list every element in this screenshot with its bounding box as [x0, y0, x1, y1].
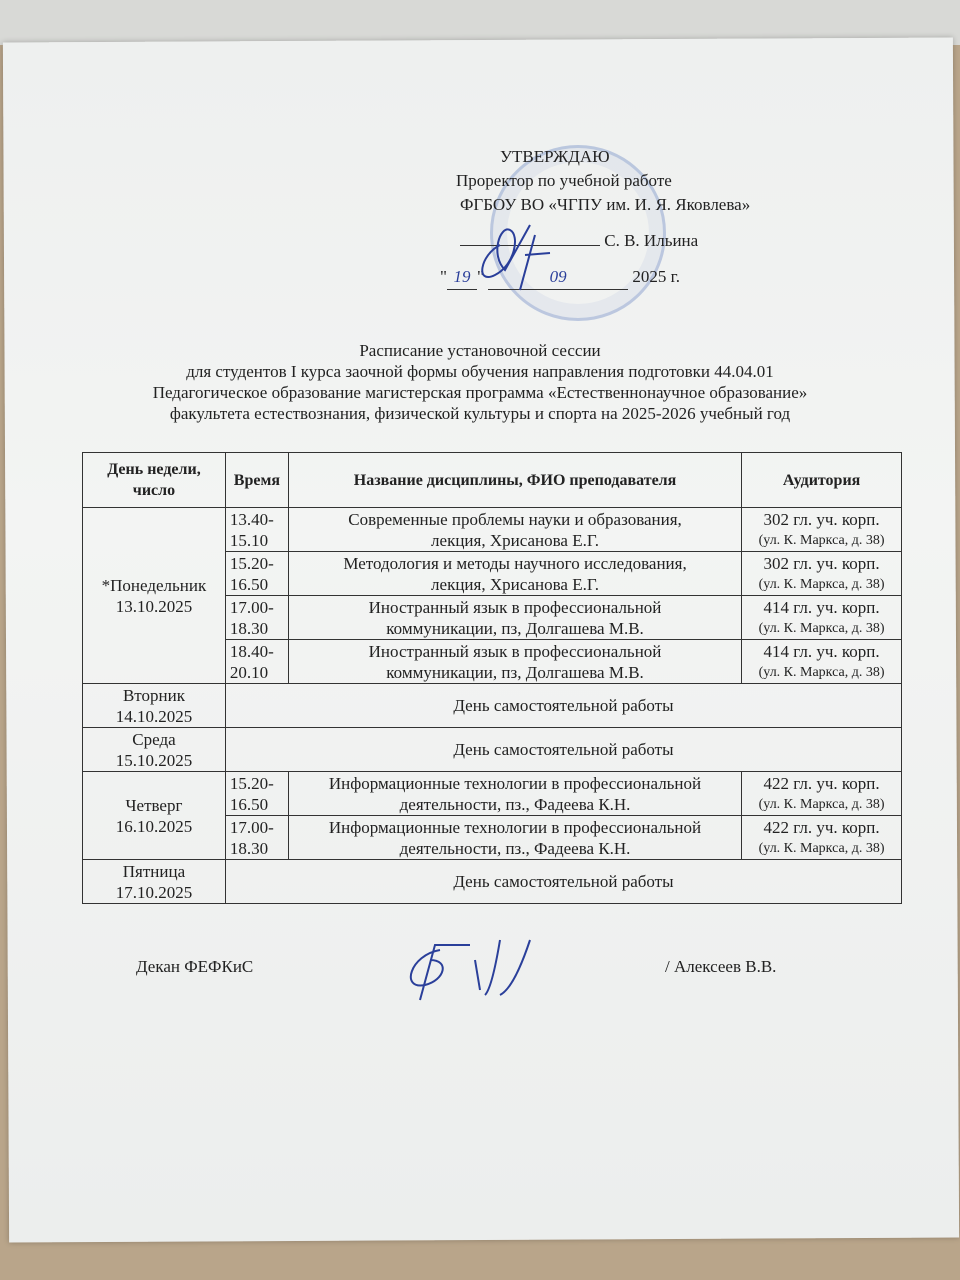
room-cell	[742, 772, 902, 816]
room: 302 гл. уч. корп.	[763, 509, 880, 529]
day-date: 13.10.2025	[115, 596, 193, 616]
address: (ул. К. Маркса, д. 38)	[758, 840, 885, 856]
approval-position: Проректор по учебной работе	[456, 171, 672, 190]
time-cell	[225, 772, 288, 816]
day-name: Четверг	[125, 795, 183, 815]
room: 414 гл. уч. корп.	[763, 641, 880, 661]
header-room: Аудитория	[742, 453, 902, 508]
title-line: Расписание установочной сессии	[359, 341, 601, 360]
time-start: 18.40-	[229, 641, 274, 661]
day-cell	[83, 860, 226, 904]
room: 414 гл. уч. корп.	[763, 597, 880, 617]
day-name: *Понедельник	[101, 575, 207, 595]
room-cell	[742, 508, 902, 552]
time-end: 15.10	[229, 530, 269, 550]
teacher: коммуникации, пз, Долгашева М.В.	[386, 662, 644, 682]
prorector-signature	[470, 215, 560, 295]
table-row	[83, 728, 902, 772]
time-end: 20.10	[229, 662, 269, 682]
teacher: деятельности, пз., Фадеева К.Н.	[399, 794, 631, 814]
dean-label: Декан ФЕФКиС	[136, 957, 254, 976]
address: (ул. К. Маркса, д. 38)	[758, 664, 885, 680]
teacher: деятельности, пз., Фадеева К.Н.	[399, 838, 631, 858]
approval-name: С. В. Ильина	[604, 231, 699, 250]
day-name: Пятница	[122, 861, 186, 881]
title-line: Педагогическое образование магистерская программа «Естественнонаучное образование»	[152, 383, 808, 402]
time-start: 17.00-	[229, 597, 274, 617]
approval-organization: ФГБОУ ВО «ЧГПУ им. И. Я. Яковлева»	[460, 195, 751, 214]
header-day: День недели, число	[83, 453, 226, 508]
subject: Иностранный язык в профессиональной	[368, 597, 662, 617]
subject-cell	[288, 552, 741, 596]
room: 302 гл. уч. корп.	[763, 553, 880, 573]
title-line: для студентов I курса заочной формы обучения направления подготовки 44.04.01	[186, 362, 774, 381]
approval-block: УТВЕРЖДАЮ Проректор по учебной работе ФГБОУ ВО «ЧГПУ им. И. Я. Яковлева» С. В. Ильина " 19 " 09 2025 г.	[440, 145, 840, 290]
day-cell	[83, 728, 226, 772]
subject: Информационные технологии в профессиональной	[328, 817, 702, 837]
time-end: 16.50	[229, 574, 269, 594]
document-title	[60, 340, 900, 424]
room: 422 гл. уч. корп.	[763, 817, 880, 837]
teacher: коммуникации, пз, Долгашева М.В.	[386, 618, 644, 638]
subject-cell	[288, 772, 741, 816]
time-cell	[225, 640, 288, 684]
schedule-table	[82, 452, 902, 904]
address: (ул. К. Маркса, д. 38)	[758, 576, 885, 592]
day-cell	[83, 508, 226, 684]
table-row	[83, 508, 902, 552]
address: (ул. К. Маркса, д. 38)	[758, 532, 885, 548]
time-start: 15.20-	[229, 553, 274, 573]
subject-cell	[288, 816, 741, 860]
teacher: лекция, Хрисанова Е.Г.	[431, 530, 600, 550]
time-end: 18.30	[229, 618, 269, 638]
note-cell: День самостоятельной работы	[225, 860, 901, 904]
time-end: 18.30	[229, 838, 269, 858]
time-start: 17.00-	[229, 817, 274, 837]
approval-month: 09	[488, 265, 628, 290]
room: 422 гл. уч. корп.	[763, 773, 880, 793]
table-row	[83, 684, 902, 728]
table-row	[83, 772, 902, 816]
day-date: 15.10.2025	[115, 750, 193, 770]
address: (ул. К. Маркса, д. 38)	[758, 796, 885, 812]
time-cell	[225, 596, 288, 640]
day-cell	[83, 684, 226, 728]
teacher: лекция, Хрисанова Е.Г.	[431, 574, 600, 594]
room-cell	[742, 640, 902, 684]
subject: Методология и методы научного исследования,	[343, 553, 687, 573]
header-subject: Название дисциплины, ФИО преподавателя	[288, 453, 741, 508]
time-cell	[225, 508, 288, 552]
approval-day: 19	[447, 265, 477, 290]
subject-cell	[288, 596, 741, 640]
approval-heading: УТВЕРЖДАЮ	[500, 147, 610, 166]
subject-cell	[288, 508, 741, 552]
title-line: факультета естествознания, физической культуры и спорта на 2025-2026 учебный год	[169, 404, 791, 423]
day-date: 16.10.2025	[115, 816, 193, 836]
time-cell	[225, 816, 288, 860]
subject: Информационные технологии в профессиональной	[328, 773, 702, 793]
subject: Иностранный язык в профессиональной	[368, 641, 662, 661]
room-cell	[742, 816, 902, 860]
note-cell: День самостоятельной работы	[225, 684, 901, 728]
address: (ул. К. Маркса, д. 38)	[758, 620, 885, 636]
time-start: 15.20-	[229, 773, 274, 793]
time-end: 16.50	[229, 794, 269, 814]
dean-signature	[380, 930, 550, 1010]
day-name: Вторник	[122, 685, 185, 705]
note-cell: День самостоятельной работы	[225, 728, 901, 772]
approval-year: 2025 г.	[632, 267, 680, 286]
dean-name: / Алексеев В.В.	[665, 957, 777, 976]
room-cell	[742, 596, 902, 640]
day-date: 14.10.2025	[115, 706, 193, 726]
day-date: 17.10.2025	[115, 882, 193, 902]
room-cell	[742, 552, 902, 596]
time-start: 13.40-	[229, 509, 274, 529]
subject-cell	[288, 640, 741, 684]
time-cell	[225, 552, 288, 596]
header-time: Время	[225, 453, 288, 508]
subject: Современные проблемы науки и образования,	[348, 509, 682, 529]
day-cell	[83, 772, 226, 860]
table-row	[83, 860, 902, 904]
day-name: Среда	[132, 729, 176, 749]
